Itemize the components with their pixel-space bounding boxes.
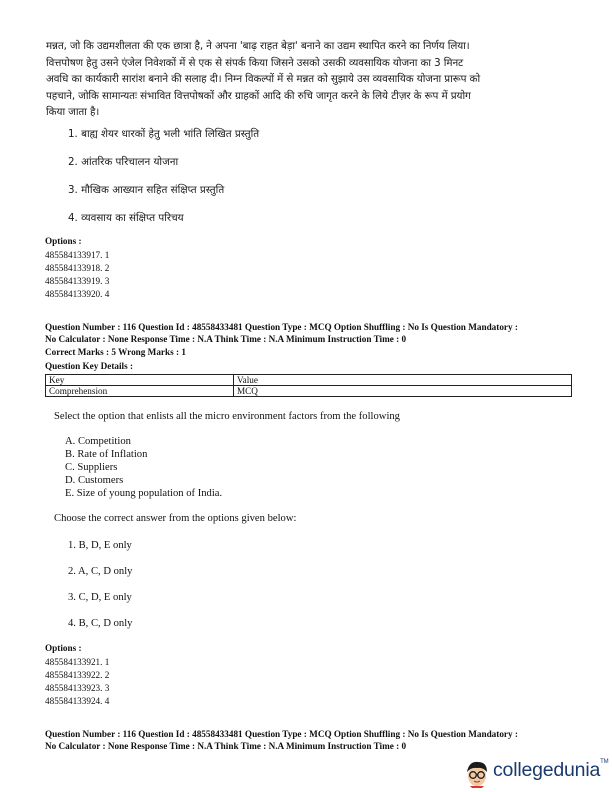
brand-trademark: TM: [600, 759, 609, 765]
table-header-cell: Key: [46, 375, 234, 386]
option-id: 485584133921. 1: [45, 657, 110, 667]
question-marks: Correct Marks : 5 Wrong Marks : 1: [45, 347, 186, 357]
question-item: A. Competition: [65, 436, 131, 447]
question-choice-4: 4. B, C, D only: [68, 618, 133, 629]
next-question-header-line1: Question Number : 116 Question Id : 48558433481 Question Type : MCQ Option Shuffling : No Is Question Mandatory :: [45, 729, 518, 739]
intro-choice-1: 1. बाह्य शेयर धारकों हेतु भली भांति लिखित प्रस्तुति: [68, 128, 260, 140]
question-item: C. Suppliers: [65, 462, 118, 473]
intro-choice-3: 3. मौखिक आख्यान सहित संक्षिप्त प्रस्तुति: [68, 184, 225, 196]
brand-name: [493, 759, 608, 782]
intro-line: अवधि का कार्यकारी सारांश बनाने की सलाह दी। निम्न विकल्पों में से मन्नत को सुझाये उस व्यवसायिक योजना प्रारूप को: [46, 73, 481, 85]
intro-line: वित्तपोषण हेतु उसने एंजेल निवेशकों में से एक से संपर्क किया जिसने उसको उसकी व्यवसायिक योजना का 3 मिनट: [46, 56, 464, 69]
options-label: Options :: [45, 236, 82, 246]
question-item: B. Rate of Inflation: [65, 449, 148, 460]
option-id: 485584133923. 3: [45, 683, 110, 693]
intro-choice-2: 2. आंतरिक परिचालन योजना: [68, 156, 179, 168]
question-header-line1: Question Number : 116 Question Id : 48558433481 Question Type : MCQ Option Shuffling : No Is Question Mandatory :: [45, 322, 518, 332]
intro-paragraph: [46, 38, 566, 121]
question-header-line2: No Calculator : None Response Time : N.A Think Time : N.A Minimum Instruction Time : 0: [45, 334, 407, 344]
next-question-header-line2: No Calculator : None Response Time : N.A Think Time : N.A Minimum Instruction Time : 0: [45, 741, 407, 751]
question-choice-3: 3. C, D, E only: [68, 592, 132, 603]
option-id: 485584133918. 2: [45, 263, 110, 273]
table-row: [46, 386, 572, 397]
option-id: 485584133919. 3: [45, 276, 110, 286]
table-header-row: [46, 375, 572, 386]
question-key-table: [45, 374, 572, 397]
option-id: 485584133917. 1: [45, 250, 110, 260]
intro-line: पहचाने, जोकि सामान्यतः संभावित वित्तपोषकों और ग्राहकों आदि की रुचि जागृत करने के लिये टीज़र के रूप में प्रयोग: [46, 89, 471, 102]
question-item: D. Customers: [65, 475, 124, 486]
question-choice-2: 2. A, C, D only: [68, 566, 133, 577]
question-key-details-label: Question Key Details :: [45, 361, 134, 371]
table-cell: Comprehension: [46, 386, 234, 397]
intro-choice-4: 4. व्यवसाय का संक्षिप्त परिचय: [68, 212, 184, 224]
option-id: 485584133924. 4: [45, 696, 110, 706]
question-instruction: Choose the correct answer from the options given below:: [54, 513, 297, 524]
option-id: 485584133920. 4: [45, 289, 110, 299]
question-item: E. Size of young population of India.: [65, 488, 223, 499]
student-mascot-icon: [467, 762, 487, 788]
brand-name-text: collegedunia: [493, 759, 601, 781]
options-label: Options :: [45, 643, 82, 653]
intro-line: मन्नत, जो कि उद्यमशीलता की एक छात्रा है, ने अपना 'बाढ़ राहत बेड़ा' बनाने का उद्यम स्थापित करने का निर्णय लिया।: [46, 40, 470, 52]
question-prompt: Select the option that enlists all the micro environment factors from the following: [54, 411, 400, 422]
question-choice-1: 1. B, D, E only: [68, 540, 132, 551]
table-cell: MCQ: [234, 386, 572, 397]
intro-line: किया जाता है।: [46, 106, 100, 118]
table-header-cell: Value: [234, 375, 572, 386]
option-id: 485584133922. 2: [45, 670, 110, 680]
